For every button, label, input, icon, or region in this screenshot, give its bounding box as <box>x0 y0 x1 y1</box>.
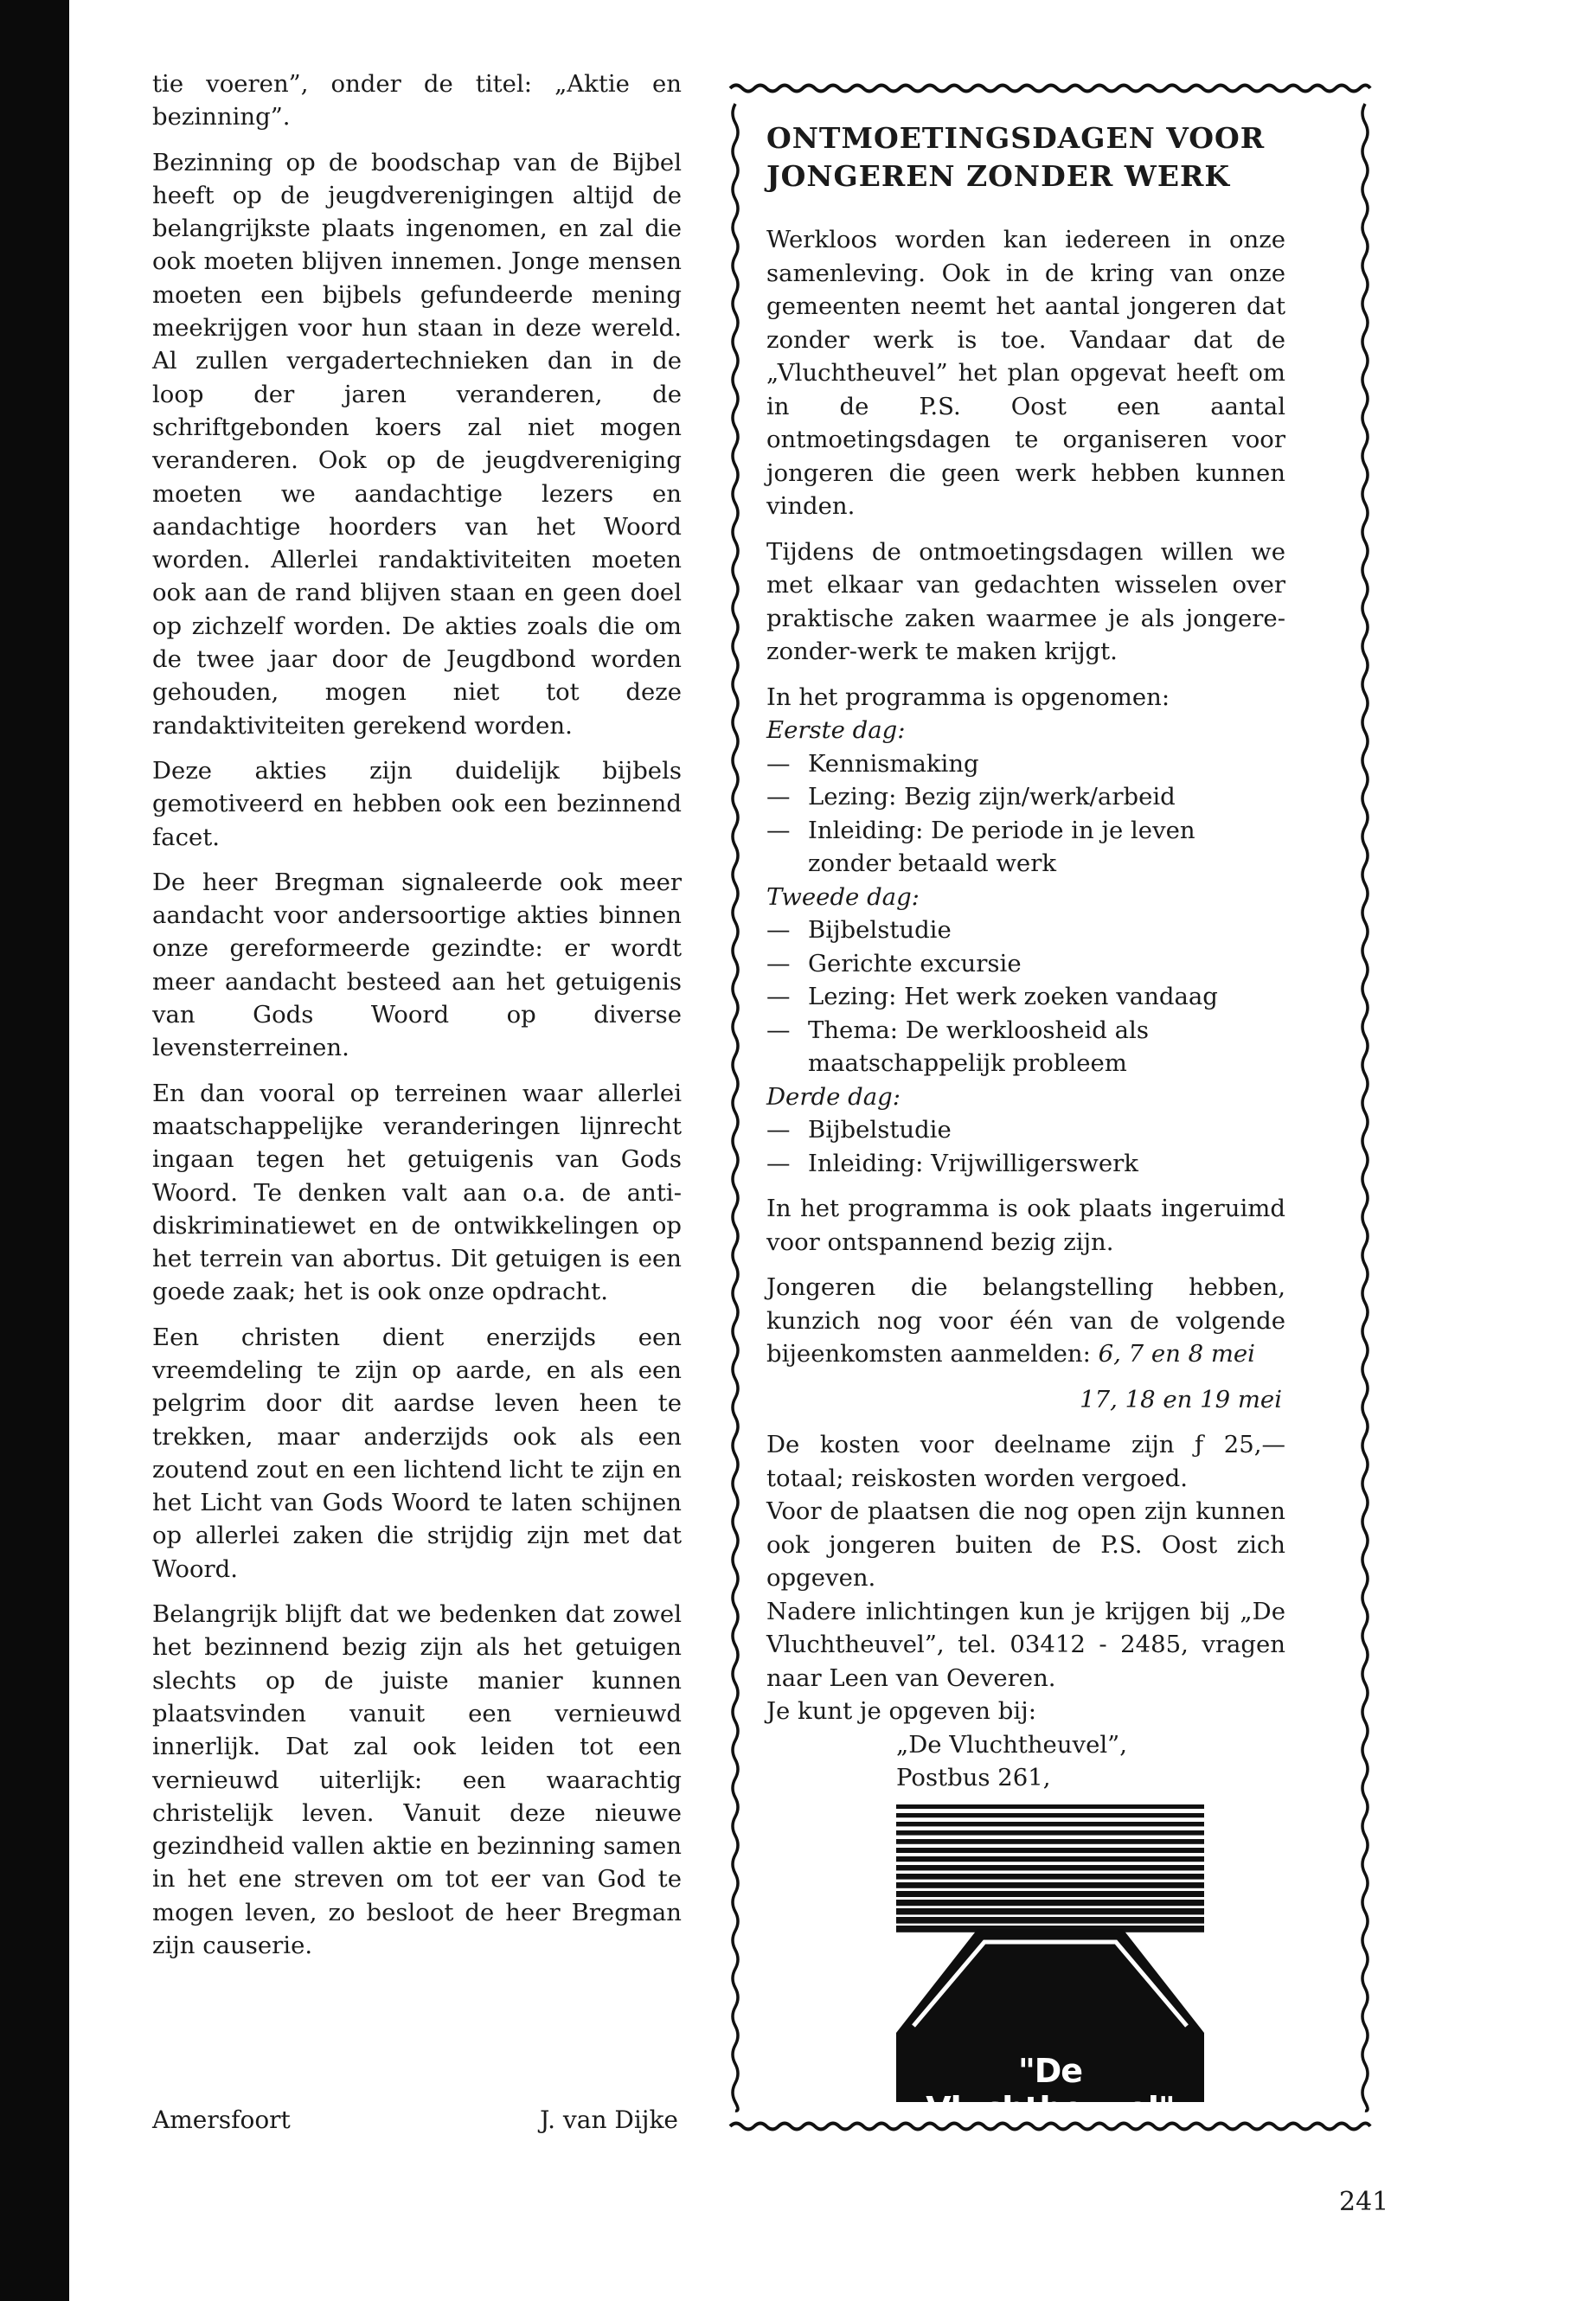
list-item-text: Lezing: Bezig zijn/werk/arbeid <box>808 783 1176 811</box>
scan-edge-bar <box>0 0 69 2301</box>
article-paragraph: Belangrijk blijft dat we bedenken dat zowel het bezinnend bezig zijn als het getuigen slechts op de juiste manier kunnen plaatsvinden vanuit een vernieuwd innerlijk. Dat zal ook leiden tot een vernieuwd uiterlijk: een waarachtig christelijk leven. Vanuit deze nieuwe gezindheid vallen aktie en bezinning samen in het ene streven om tot eer van God te mogen leven, zo besloot de heer Bregman zijn causerie. <box>152 1600 682 1960</box>
list-item <box>766 980 1285 1014</box>
day-title: Derde dag: <box>766 1082 901 1111</box>
info-paragraph: Nadere inlichtingen kun je krijgen bij „De Vluchtheuvel”, tel. 03412 - 2485, vragen naar Leen van Oeveren. <box>766 1597 1285 1692</box>
logo-stripe <box>896 1822 1204 1826</box>
day-program-list <box>766 747 1285 881</box>
list-item <box>766 1014 1285 1080</box>
signature-city: Amersfoort <box>152 2106 291 2134</box>
day-program-list <box>766 913 1285 1080</box>
day-title: Eerste dag: <box>766 716 906 744</box>
announcement-title: ONTMOETINGSDAGEN VOOR JONGEREN ZONDER WERK <box>766 121 1266 193</box>
dash-mark: — <box>766 1149 791 1177</box>
logo-stripe <box>896 1891 1204 1897</box>
list-item-text: Lezing: Het werk zoeken vandaag <box>808 983 1218 1010</box>
relaxation-paragraph: In het programma is ook plaats ingeruimd voor ontspannend bezig zijn. <box>766 1195 1285 1256</box>
list-item <box>766 1113 1285 1147</box>
left-column-article <box>152 67 682 1974</box>
logo-stripe <box>896 1804 1204 1809</box>
list-item-text: Bijbelstudie <box>808 1116 952 1144</box>
logo-stripe <box>896 1900 1204 1906</box>
dash-mark: — <box>766 983 791 1010</box>
list-item-text: Inleiding: Vrijwilligerswerk <box>808 1149 1138 1177</box>
list-item <box>766 780 1285 814</box>
logo-stripe <box>896 1882 1204 1888</box>
dash-mark: — <box>766 1116 791 1144</box>
open-places-paragraph: Voor de plaatsen die nog open zijn kunnen ook jongeren buiten de P.S. Oost zich opgeven. <box>766 1497 1285 1592</box>
list-item-text: Thema: De werkloosheid als maatschappelijk probleem <box>808 1016 1149 1077</box>
intro-paragraph: Werkloos worden kan iedereen in onze samenleving. Ook in de kring van onze gemeenten neemt het aantal jongeren dat zonder werk is toe. Vandaar dat de „Vluchtheuvel” het plan opgevat heeft om in de P.S. Oost een aantal ontmoetingsdagen te organiseren voor jongeren die geen werk hebben kunnen vinden. <box>766 226 1285 520</box>
logo-stripe <box>896 1848 1204 1853</box>
logo-stripe <box>896 1856 1204 1862</box>
list-item <box>766 1147 1285 1181</box>
dates-second: 17, 18 en 19 mei <box>1080 1385 1282 1413</box>
logo-stripe <box>896 1839 1204 1844</box>
dash-mark: — <box>766 916 791 944</box>
logo-text: "De Vluchtheuvel" <box>926 2052 1175 2128</box>
list-item <box>766 747 1285 781</box>
article-paragraph: De heer Bregman signaleerde ook meer aandacht voor andersoortige akties binnen onze gereformeerde gezindte: er wordt meer aandacht besteed aan het getuigenis van Gods Woord op diverse levensterreinen. <box>152 868 682 1062</box>
article-lead: tie voeren”, onder de titel: „Aktie en bezinning”. <box>152 70 682 131</box>
logo-stripe <box>896 1865 1204 1870</box>
announcement-content <box>766 112 1285 1828</box>
costs-paragraph: De kosten voor deelname zijn ƒ 25,— totaal; reiskosten worden vergoed. <box>766 1431 1285 1492</box>
logo-stripe <box>896 1917 1204 1924</box>
apply-intro: Je kunt je opgeven bij: <box>766 1697 1036 1725</box>
article-paragraph: En dan vooral op terreinen waar allerlei maatschappelijke veranderingen lijnrecht ingaan tegen het getuigenis van Gods Woord. Te denken valt aan o.a. de anti-diskriminatiewet en de ontwikkelingen op het terrein van abortus. Dit getuigen is een goede zaak; het is ook onze opdracht. <box>152 1079 682 1306</box>
vluchtheuvel-logo <box>891 1799 1209 2128</box>
signature-author: J. van Dijke <box>540 2106 678 2134</box>
article-signature <box>152 2106 682 2140</box>
signup-paragraph <box>766 1271 1285 1371</box>
program-intro: In het programma is opgenomen: <box>766 683 1170 711</box>
address-line: „De Vluchtheuvel”, <box>896 1730 1127 1759</box>
intro-paragraph: Tijdens de ontmoetingsdagen willen we met elkaar van gedachten wisselen over praktische zaken waarmee je als jongere-zonder-werk te maken krijgt. <box>766 537 1285 665</box>
list-item-text: Inleiding: De periode in je leven zonder betaald werk <box>808 816 1195 877</box>
day-title: Tweede dag: <box>766 882 920 911</box>
logo-stripe <box>896 1908 1204 1914</box>
dash-mark: — <box>766 749 791 778</box>
article-paragraph: Deze akties zijn duidelijk bijbels gemotiveerd en hebben ook een bezinnend facet. <box>152 756 682 851</box>
article-paragraph: Bezinning op de boodschap van de Bijbel heeft op de jeugdverenigingen altijd de belangrijkste plaats ingenomen, en zal die ook moeten blijven innemen. Jonge mensen moeten een bijbels gefundeerde mening meekrijgen voor hun staan in deze wereld. Al zullen vergadertechnieken dan in de loop der jaren veranderen, de schriftgebonden koers zal niet mogen veranderen. Ook op de jeugdvereniging moeten we aandachtige lezers en aandachtige hoorders van het Woord worden. Allerlei randaktiviteiten moeten ook aan de rand blijven staan en geen doel op zichzelf worden. De akties zoals die om de twee jaar door de Jeugdbond worden gehouden, mogen niet tot deze randaktiviteiten gerekend worden. <box>152 148 682 740</box>
list-item <box>766 913 1285 947</box>
logo-stripe <box>896 1874 1204 1880</box>
page-number: 241 <box>1339 2187 1389 2217</box>
day-program-list <box>766 1113 1285 1180</box>
list-item <box>766 814 1285 881</box>
list-item-text: Gerichte excursie <box>808 949 1022 977</box>
list-item-text: Bijbelstudie <box>808 916 952 944</box>
logo-stripe <box>896 1830 1204 1836</box>
list-item-text: Kennismaking <box>808 749 979 778</box>
dash-mark: — <box>766 949 791 977</box>
dash-mark: — <box>766 783 791 811</box>
logo-stripe <box>896 1813 1204 1817</box>
dates-first: 6, 7 en 8 mei <box>1098 1340 1255 1368</box>
list-item <box>766 947 1285 981</box>
signup-text: Jongeren die belangstelling hebben, kunzich nog voor één van de volgende bijeenkomsten aanmelden: <box>766 1273 1285 1368</box>
article-paragraph: Een christen dient enerzijds een vreemdeling te zijn op aarde, en als een pelgrim door dit aardse leven heen te trekken, maar anderzijds ook als een zoutend zout en een lichtend licht te zijn en het Licht van Gods Woord te laten schijnen op allerlei zaken die strijdig zijn met dat Woord. <box>152 1323 682 1583</box>
dash-mark: — <box>766 1016 791 1044</box>
address-line: Postbus 261, <box>896 1764 1051 1791</box>
dash-mark: — <box>766 816 791 844</box>
